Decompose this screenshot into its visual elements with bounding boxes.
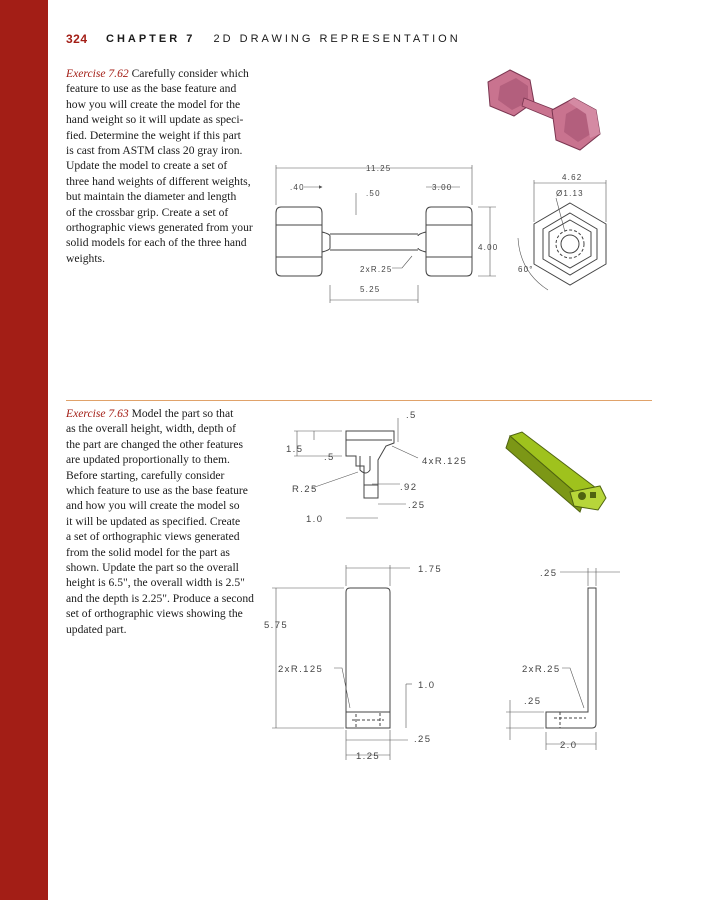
text-line: fied. Determine the weight if this part <box>66 128 241 142</box>
exercise-763-label: Exercise 7.63 <box>66 407 129 420</box>
text-line: height is 6.5", the overall width is 2.5" <box>66 576 245 590</box>
dim-side-top: .25 <box>540 568 558 579</box>
dim-overall-length: 11.25 <box>366 164 392 173</box>
dim-left-height: 1.5 <box>286 444 304 455</box>
page-number: 324 <box>66 32 88 46</box>
dim-front-width: 1.75 <box>418 564 443 575</box>
dim-slot-radius: R.25 <box>292 484 318 495</box>
dim-front-height: 5.75 <box>264 620 289 631</box>
dim-hex-angle: 60° <box>518 265 534 274</box>
bracket-3d-render <box>506 432 606 512</box>
text-line: but maintain the diameter and length <box>66 190 237 204</box>
dim-height: 4.00 <box>478 243 499 252</box>
dim-side-radius: 2xR.25 <box>522 664 561 675</box>
text-line: and how you will create the model so <box>66 499 240 513</box>
dumbbell-3d-render <box>488 70 600 150</box>
dim-corner-radii: 4xR.125 <box>422 456 468 467</box>
text-line: solid models for each of the three hand <box>66 236 247 250</box>
text-line: Update the model to create a set of <box>66 159 228 173</box>
dim-hole-diameter: Ø1.13 <box>556 189 584 198</box>
dim-grip-radius: 2xR.25 <box>360 265 393 274</box>
text-line: Before starting, carefully consider <box>66 468 225 482</box>
text-line: and the depth is 2.25". Produce a second <box>66 591 254 605</box>
bracket-front-dims <box>272 565 412 760</box>
dim-notch: .5 <box>324 452 335 463</box>
text-line: a set of orthographic views generated <box>66 530 240 544</box>
text-line: as the overall height, width, depth of <box>66 422 237 436</box>
text-line: orthographic views generated from your <box>66 221 253 235</box>
bracket-side-view <box>546 588 596 728</box>
text-line: Carefully consider which <box>131 67 249 80</box>
bracket-detail-view <box>346 431 394 498</box>
text-line: the part are changed the other features <box>66 437 244 451</box>
chapter-label: CHAPTER 7 <box>106 33 196 45</box>
text-line: updated part. <box>66 622 127 636</box>
dim-slot-depth: .92 <box>400 482 418 493</box>
dim-side-depth: 2.0 <box>560 740 578 751</box>
text-line: Model the part so that <box>131 407 234 420</box>
dim-thickness: .25 <box>408 500 426 511</box>
bracket-side-dims <box>506 568 620 750</box>
dim-grip-length: 5.25 <box>360 285 381 294</box>
dim-inner-length: 3.00 <box>432 183 453 192</box>
bracket-detail-dims <box>294 418 418 518</box>
text-line: is cast from ASTM class 20 gray iron. <box>66 144 243 158</box>
dim-top-lip: .5 <box>406 410 417 421</box>
dim-front-base: 1.25 <box>356 751 381 762</box>
text-line: feature to use as the base feature and <box>66 82 237 96</box>
text-line: from the solid model for the part as <box>66 545 230 559</box>
dim-front-foot: 1.0 <box>418 680 436 691</box>
exercise-762-label: Exercise 7.62 <box>66 67 129 80</box>
text-line: are updated proportionally to them. <box>66 453 230 467</box>
dumbbell-end-view <box>534 203 606 285</box>
dim-side-lip: .25 <box>524 696 542 707</box>
text-line: set of orthographic views showing the <box>66 607 243 621</box>
dim-fillet: .50 <box>366 189 381 198</box>
section-title: 2D DRAWING REPRESENTATION <box>213 33 461 45</box>
bracket-front-view <box>346 588 390 728</box>
text-line: three hand weights of different weights, <box>66 174 251 188</box>
dim-front-thickness: .25 <box>414 734 432 745</box>
text-line: weights. <box>66 251 105 265</box>
text-line: shown. Update the part so the overall <box>66 561 239 575</box>
text-line: hand weight so it will update as speci- <box>66 113 244 127</box>
dim-hex-width: 4.62 <box>562 173 583 182</box>
dim-end-thickness: .40 <box>290 183 305 192</box>
text-line: of the crossbar grip. Create a set of <box>66 205 229 219</box>
dim-front-radius: 2xR.125 <box>278 664 324 675</box>
dim-width: 1.0 <box>306 514 324 525</box>
text-line: it will be updated as specified. Create <box>66 514 241 528</box>
text-line: which feature to use as the base feature <box>66 484 248 498</box>
text-line: how you will create the model for the <box>66 97 241 111</box>
